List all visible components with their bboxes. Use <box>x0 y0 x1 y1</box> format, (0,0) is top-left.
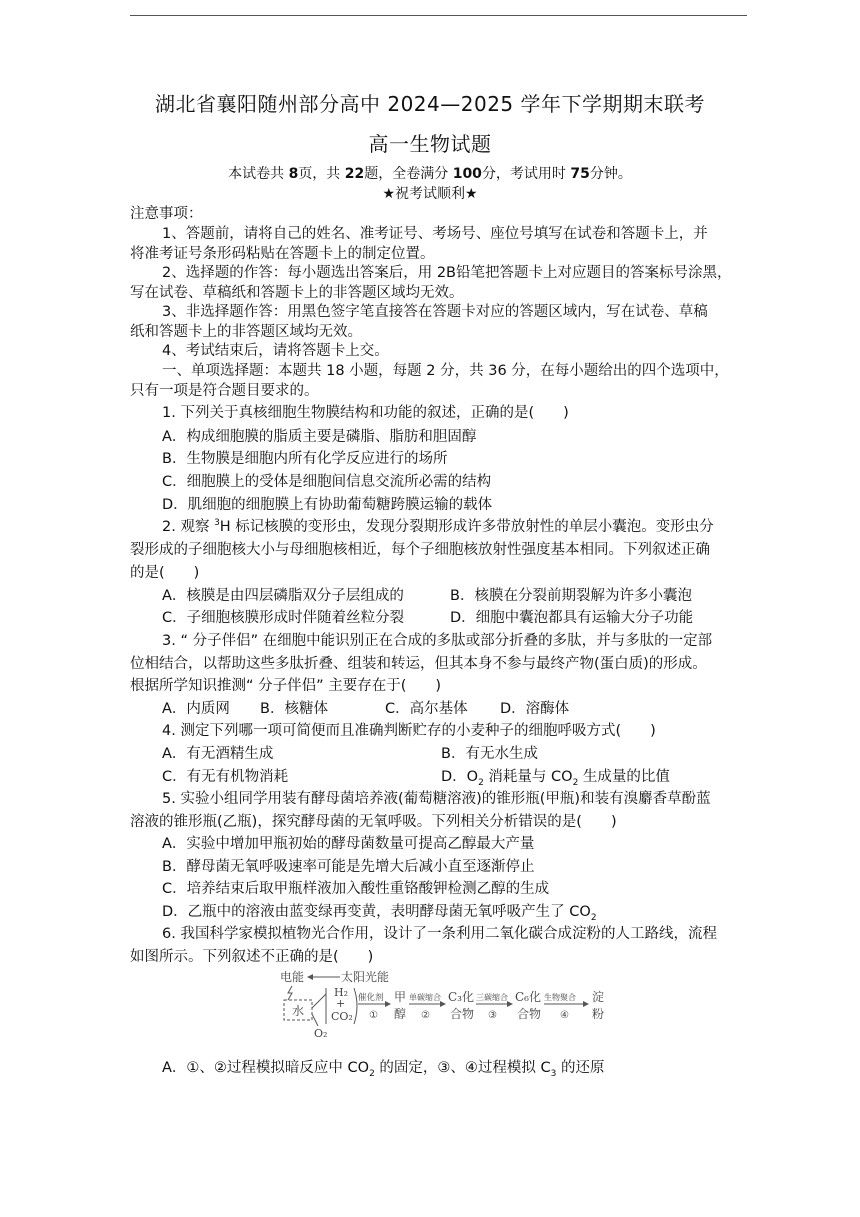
step4-label: 生物聚合 <box>544 993 576 1002</box>
q2-option-d: D．细胞中囊泡都具有运输大分子功能 <box>450 610 694 626</box>
q5-stem: 5. 实验小组同学用装有酵母菌培养液(葡萄糖溶液)的锥形瓶(甲瓶)和装有溴麝香草酚蓝 <box>162 791 711 807</box>
step2-label: 单碳缩合 <box>409 993 441 1002</box>
h2-label: H₂ <box>334 986 349 999</box>
q6-stem-line2: 如图所示。下列叙述不正确的是( ) <box>130 949 374 965</box>
bracket-right <box>354 988 357 1024</box>
q3-option-b: B．核糖体 <box>260 701 328 717</box>
note-4: 4、考试结束后，请将答题卡上交。 <box>162 343 389 359</box>
c6-compound-label-2: 合物 <box>517 1007 542 1021</box>
q4-option-a: A．有无酒精生成 <box>162 746 274 762</box>
q2-option-b: B．核膜在分裂前期裂解为许多小囊泡 <box>450 588 692 604</box>
step3-number: ③ <box>488 1010 497 1021</box>
plus-label: + <box>336 997 346 1010</box>
q1-stem: 1. 下列关于真核细胞生物膜结构和功能的叙述，正确的是( ) <box>162 405 569 421</box>
q2-stem: 2. 观察 $^3$H 标记核膜的变形虫，发现分裂期形成许多带放射性的单层小囊泡。变形虫分 <box>162 518 714 535</box>
step4-number: ④ <box>560 1010 569 1021</box>
q5-option-d: D．乙瓶中的溶液由蓝变绿再变黄，表明酵母菌无氧呼吸产生了 $CO_2$ <box>162 904 597 923</box>
q1-option-b: B．生物膜是细胞内所有化学反应进行的场所 <box>162 451 448 467</box>
q1-option-c: C．细胞膜上的受体是细胞间信息交流所必需的结构 <box>162 474 492 490</box>
starch-label-1: 淀 <box>592 990 605 1004</box>
q4-option-b: B．有无水生成 <box>441 746 538 762</box>
q4-stem: 4. 测定下列哪一项可简便而且准确判断贮存的小麦种子的细胞呼吸方式( ) <box>162 723 656 739</box>
q3-option-d: D．溶酶体 <box>500 701 570 717</box>
step3-label: 三碳缩合 <box>476 993 508 1002</box>
exam-subtitle: 高一生物试题 <box>368 132 492 156</box>
note-1a: 1、答题前，请将自己的姓名、准考证号、考场号、座位号填写在试卷和答题卡上，并 <box>162 226 708 242</box>
note-3a: 3、非选择题作答：用黑色签字笔直接答在答题卡对应的答题区域内，写在试卷、草稿 <box>162 304 708 320</box>
methanol-label-2: 醇 <box>394 1007 407 1021</box>
starch-synthesis-flow-diagram <box>278 970 618 1040</box>
note-2a: 2、选择题的作答：每小题选出答案后，用 2B铅笔把答题卡上对应题目的答案标号涂黑， <box>162 265 732 281</box>
q4-option-d: D．$O_2$ 消耗量与 $CO_2$ 生成量的比值 <box>441 769 670 788</box>
o2-label: O₂ <box>314 1027 328 1040</box>
step2-number: ② <box>421 1010 430 1021</box>
q2-option-a: A．核膜是由四层磷脂双分子层组成的 <box>162 588 404 604</box>
section-1-heading-cont: 只有一项是符合题目要求的。 <box>130 383 319 399</box>
exam-title: 湖北省襄阳随州部分高中 2024—2025 学年下学期期末联考 <box>154 92 705 116</box>
q6-option-a: A．①、②过程模拟暗反应中 $CO_2$ 的固定，③、④过程模拟 $C_3$ 的还原 <box>162 1060 605 1079</box>
q3-stem-line3: 根据所学知识推测“ 分子伴侣” 主要存在于( ) <box>130 678 442 694</box>
c3-compound-label-2: 合物 <box>450 1007 475 1021</box>
q3-option-c: C．高尔基体 <box>385 701 468 717</box>
lightning-icon <box>288 986 292 1000</box>
water-to-h2-line <box>312 994 326 1008</box>
exam-info: 本试卷共 8页，共 22题，全卷满分 100分，考试用时 75分钟。 <box>228 166 632 182</box>
q5-option-c: C．培养结束后取甲瓶样液加入酸性重铬酸钾检测乙醇的生成 <box>162 881 550 897</box>
q4-option-c: C．有无有机物消耗 <box>162 769 289 785</box>
c6-compound-label-1: C₆化 <box>515 990 541 1004</box>
electric-energy-label: 电能 <box>280 970 305 984</box>
q5-stem-line2: 溶液的锥形瓶(乙瓶)，探究酵母菌的无氧呼吸。下列相关分析错误的是( ) <box>130 814 617 830</box>
q3-stem: 3. “ 分子伴侣” 在细胞中能识别正在合成的多肽或部分折叠的多肽，并与多肽的一定部 <box>162 633 713 649</box>
starch-label-2: 粉 <box>592 1007 605 1021</box>
q1-option-a: A．构成细胞膜的脂质主要是磷脂、脂肪和胆固醇 <box>162 429 477 445</box>
water-label: 水 <box>292 1004 305 1018</box>
notes-heading: 注意事项： <box>130 206 203 222</box>
solar-energy-label: 太阳光能 <box>341 970 390 984</box>
step1-label: 催化剂 <box>358 993 384 1003</box>
water-to-o2-line <box>312 1014 318 1026</box>
step1-number: ① <box>369 1010 378 1021</box>
q5-option-a: A．实验中增加甲瓶初始的酵母菌数量可提高乙醇最大产量 <box>162 836 535 852</box>
top-rule <box>130 15 747 16</box>
q2-option-c: C．子细胞核膜形成时伴随着丝粒分裂 <box>162 610 405 626</box>
q3-option-a: A．内质网 <box>162 701 230 717</box>
note-3b: 纸和答题卡上的非答题区域均无效。 <box>130 324 362 340</box>
note-1b: 将准考证号条形码粘贴在答题卡上的制定位置。 <box>130 246 435 262</box>
c3-compound-label-1: C₃化 <box>448 990 474 1004</box>
note-2b: 写在试卷、草稿纸和答题卡上的非答题区域均无效。 <box>130 285 464 301</box>
section-1-heading: 一、单项选择题：本题共 18 小题，每题 2 分，共 36 分，在每小题给出的四个选项中， <box>162 363 729 379</box>
exam-wish: ★祝考试顺利★ <box>382 186 478 202</box>
q2-stem-line3: 的是( ) <box>130 565 200 581</box>
q1-option-d: D．肌细胞的细胞膜上有协助葡萄糖跨膜运输的载体 <box>162 497 493 513</box>
q2-stem-line2: 裂形成的子细胞核大小与母细胞核相近，每个子细胞核放射性强度基本相同。下列叙述正确 <box>130 542 710 558</box>
q3-stem-line2: 位相结合，以帮助这些多肽折叠、组装和转运，但其本身不参与最终产物(蛋白质)的形成。 <box>130 656 707 672</box>
q6-stem: 6. 我国科学家模拟植物光合作用，设计了一条利用二氧化碳合成淀粉的人工路线，流程 <box>162 926 717 942</box>
q5-option-b: B．酵母菌无氧呼吸速率可能是先增大后减小直至逐渐停止 <box>162 859 535 875</box>
methanol-label-1: 甲 <box>394 990 407 1004</box>
co2-label: CO₂ <box>331 1010 353 1023</box>
